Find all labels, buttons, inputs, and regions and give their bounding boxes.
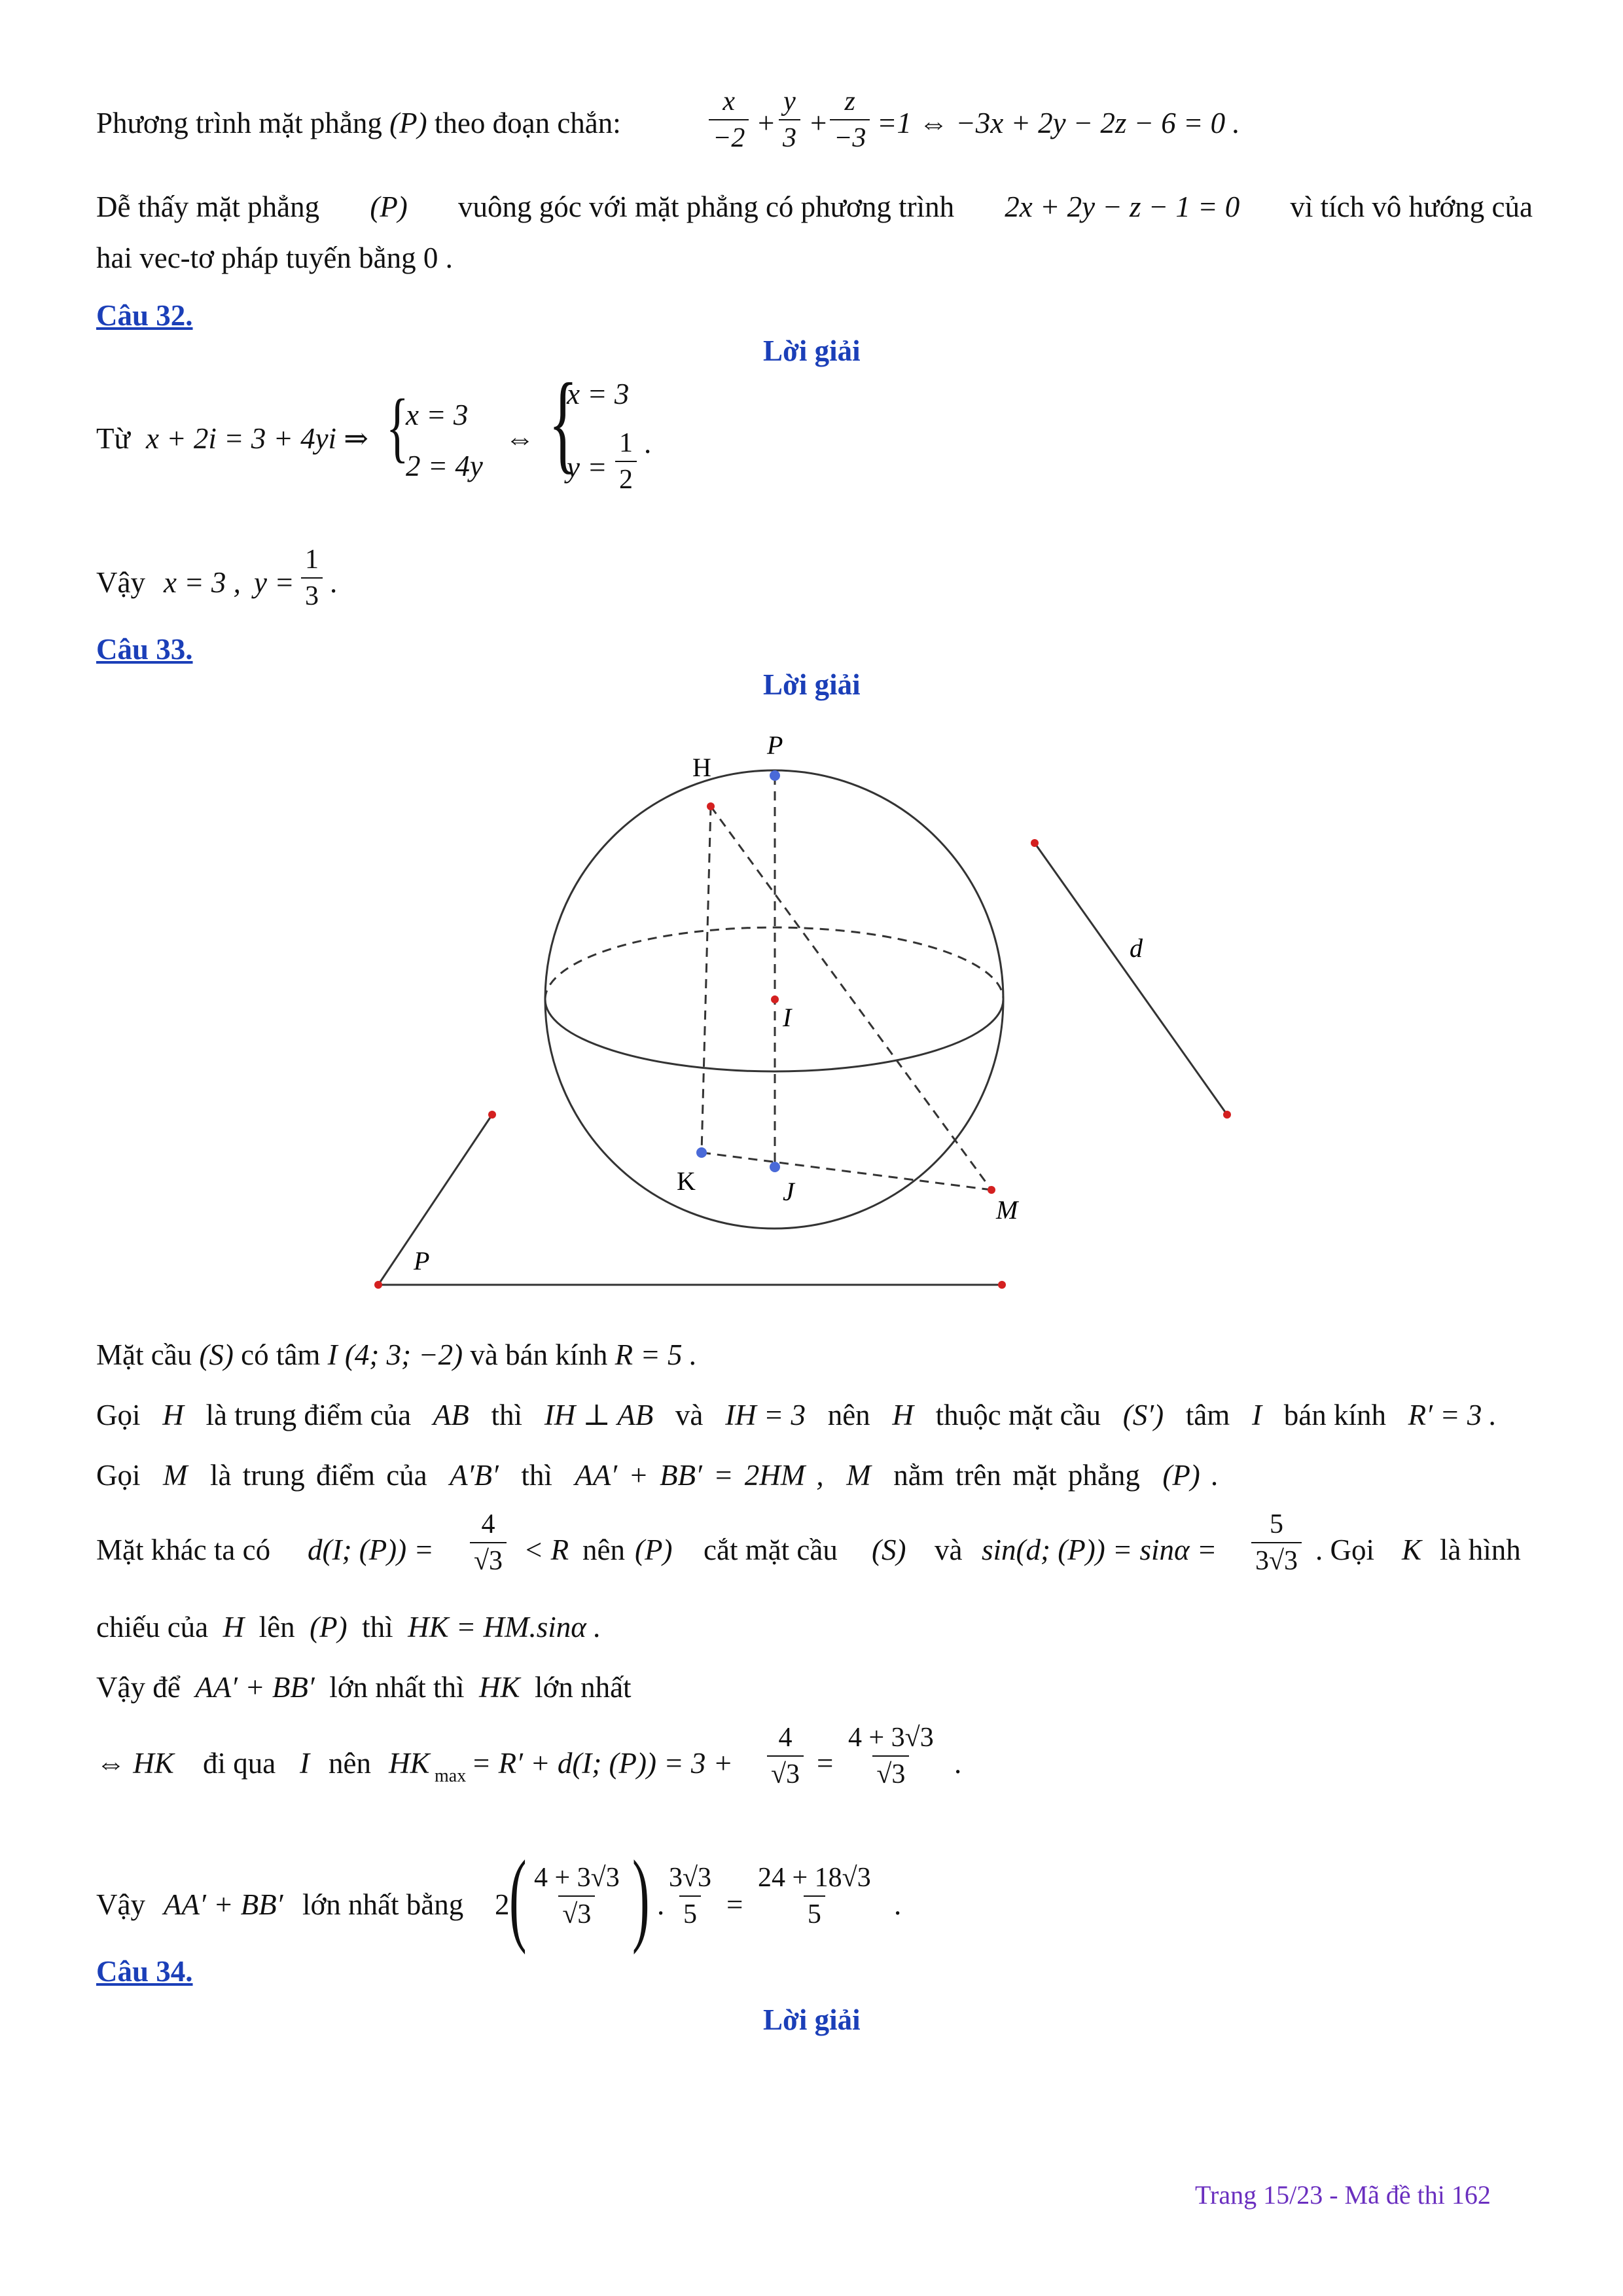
plus: + [810,107,827,139]
point-M [988,1186,995,1194]
point-P [770,770,780,781]
label-P-plane: P [414,1246,430,1276]
vay-x: x = 3 , [164,566,241,599]
l8-expr: AA′ + BB′ [164,1888,283,1921]
label-M: M [996,1195,1018,1225]
frac-y: $\frac{y}{3}$ [779,88,800,152]
dot: . [657,1888,665,1921]
label-I: I [783,1003,792,1032]
p2-line1: Dễ thấy mặt phẳng (P) vuông góc với mặt phẳng có phương trình 2x + 2y − z − 1 = 0 vì tích vô hướng của [96,190,1533,223]
l4-P: (P) [635,1534,673,1566]
cau33-heading: Câu 33. [96,633,193,666]
cau34-heading: Câu 34. [96,1955,193,1988]
vay-y: y = [254,566,294,599]
paren-right-icon: ) [632,1839,650,1955]
tu-label: Từ [96,422,130,455]
frac-4-sqrt3: $\frac{4}{√3}$ [470,1511,507,1575]
frac-4-sqrt3: $\frac{4}{√3}$ [767,1724,804,1788]
l7-equiv: ⇔ HK [96,1747,174,1780]
point-d-bottom [1223,1111,1231,1119]
frac-one-third: $\frac{1}{3}$ [301,546,323,610]
point-d-top [1031,839,1039,847]
l4-lt: < R [524,1534,569,1566]
cau33-line2: Gọi H là trung điểm của AB thì IH ⊥ AB và IH = 3 nên H thuộc mặt cầu (S′) tâm I bán kính R′ = 3 . [96,1399,1497,1431]
l4-va: và [935,1534,963,1566]
l4-nen: nên [582,1534,625,1566]
frac-3sqrt3-5: $\frac{3√3}{5}$ [669,1863,712,1929]
frac-5-3sqrt3: $\frac{5}{3√3}$ [1251,1511,1302,1575]
frac-z: $\frac{z}{-3}$ [830,88,870,152]
cau33-loigiai: Lời giải [763,668,861,701]
label-H: H [692,753,711,782]
l4-cat: cắt mặt cầu [704,1534,838,1566]
line-KM [702,1153,991,1190]
point-plane-left [374,1281,382,1289]
l7-eq2: = [817,1747,834,1780]
l7-eq: = R′ + d(I; (P)) = 3 + [471,1747,733,1780]
cau32-eq: x + 2i = 3 + 4yi ⇒ [146,422,369,455]
l4-text: Mặt khác ta có [96,1534,271,1566]
frac-24plus18sqrt3-5: $\frac{24 + 18√3}{5}$ [758,1863,871,1929]
sys2-a: x = 3 [567,378,630,410]
sys1-b: 2 = 4y [406,450,483,482]
sys2-b: y = [567,451,607,484]
cau33-line5: chiếu của H lên (P) thì HK = HM.sinα . [96,1611,601,1643]
brace-left-icon: { [386,383,409,470]
line-HK [702,806,711,1153]
l7-I: I [300,1747,310,1780]
l4-d: d(I; (P)) = [308,1534,434,1566]
cau33-line6: Vậy để AA′ + BB′ lớn nhất thì HK lớn nhất [96,1671,632,1704]
cau33-line1: Mặt cầu (S) có tâm I (4; 3; −2) và bán kính R = 5 . [96,1338,697,1371]
line-HM [711,806,991,1190]
frac-4plus3sqrt3-sqrt3: $\frac{4 + 3√3}{√3}$ [848,1723,934,1789]
l8-vay: Vậy [96,1888,145,1921]
page-footer: Trang 15/23 - Mã đề thi 162 [1195,2180,1491,2210]
cau34-loigiai: Lời giải [763,2003,861,2036]
brace-left-icon: { [548,361,578,484]
point-plane-top [488,1111,496,1119]
l8-two: 2 [495,1888,510,1921]
point-plane-right [998,1281,1006,1289]
l4-la-hinh: là hình [1440,1534,1521,1566]
l8-eq: = [726,1888,743,1921]
point-H [707,802,715,810]
p2-line2: hai vec-tơ pháp tuyến bằng 0 . [96,242,453,274]
l4-K: K [1402,1534,1422,1566]
label-d: d [1130,933,1143,963]
l7-diqua: đi qua [203,1747,276,1780]
l7-HK: HK [389,1747,430,1780]
line-d [1035,843,1227,1115]
cau32-heading: Câu 32. [96,299,193,332]
l8-lonnhat: lớn nhất bằng [302,1888,464,1921]
p1-text: Phương trình mặt phẳng (P) theo đoạn chắn: [96,107,621,139]
frac-4plus3sqrt3-sqrt3: $\frac{4 + 3√3}{√3}$ [534,1863,620,1929]
l7-nen: nên [329,1747,371,1780]
point-K [696,1147,707,1158]
sys1-a: x = 3 [406,399,469,431]
label-P-top: P [767,730,783,760]
frac-x: $\frac{x}{-2}$ [709,88,749,152]
dot: . [330,566,338,599]
dot: . [894,1888,902,1921]
paren-left-icon: ( [509,1839,527,1955]
dot: . [644,427,652,459]
l4-S: (S) [872,1534,906,1566]
l7-max: max [435,1766,467,1786]
label-K: K [677,1166,696,1196]
frac-one-half: $\frac{1}{2}$ [615,429,637,493]
plus: + [758,107,775,139]
point-I [771,996,779,1003]
plane-edge-left [378,1115,492,1285]
l4-goi: . Gọi [1315,1534,1374,1566]
p1-equation: =1 ⇔ −3x + 2y − 2z − 6 = 0 . [877,107,1240,139]
point-J [770,1162,780,1172]
l4-sin: sin(d; (P)) = sinα = [982,1534,1217,1566]
cau32-loigiai: Lời giải [763,334,861,367]
label-J: J [783,1177,794,1206]
dot: . [954,1747,962,1780]
equiv-symbol: ⇔ [505,422,535,455]
vay-label: Vậy [96,566,145,599]
cau33-line3: Gọi M là trung điểm của A′B′ thì AA′ + BB′ = 2HM , M nằm trên mặt phẳng (P) . [96,1459,1219,1492]
